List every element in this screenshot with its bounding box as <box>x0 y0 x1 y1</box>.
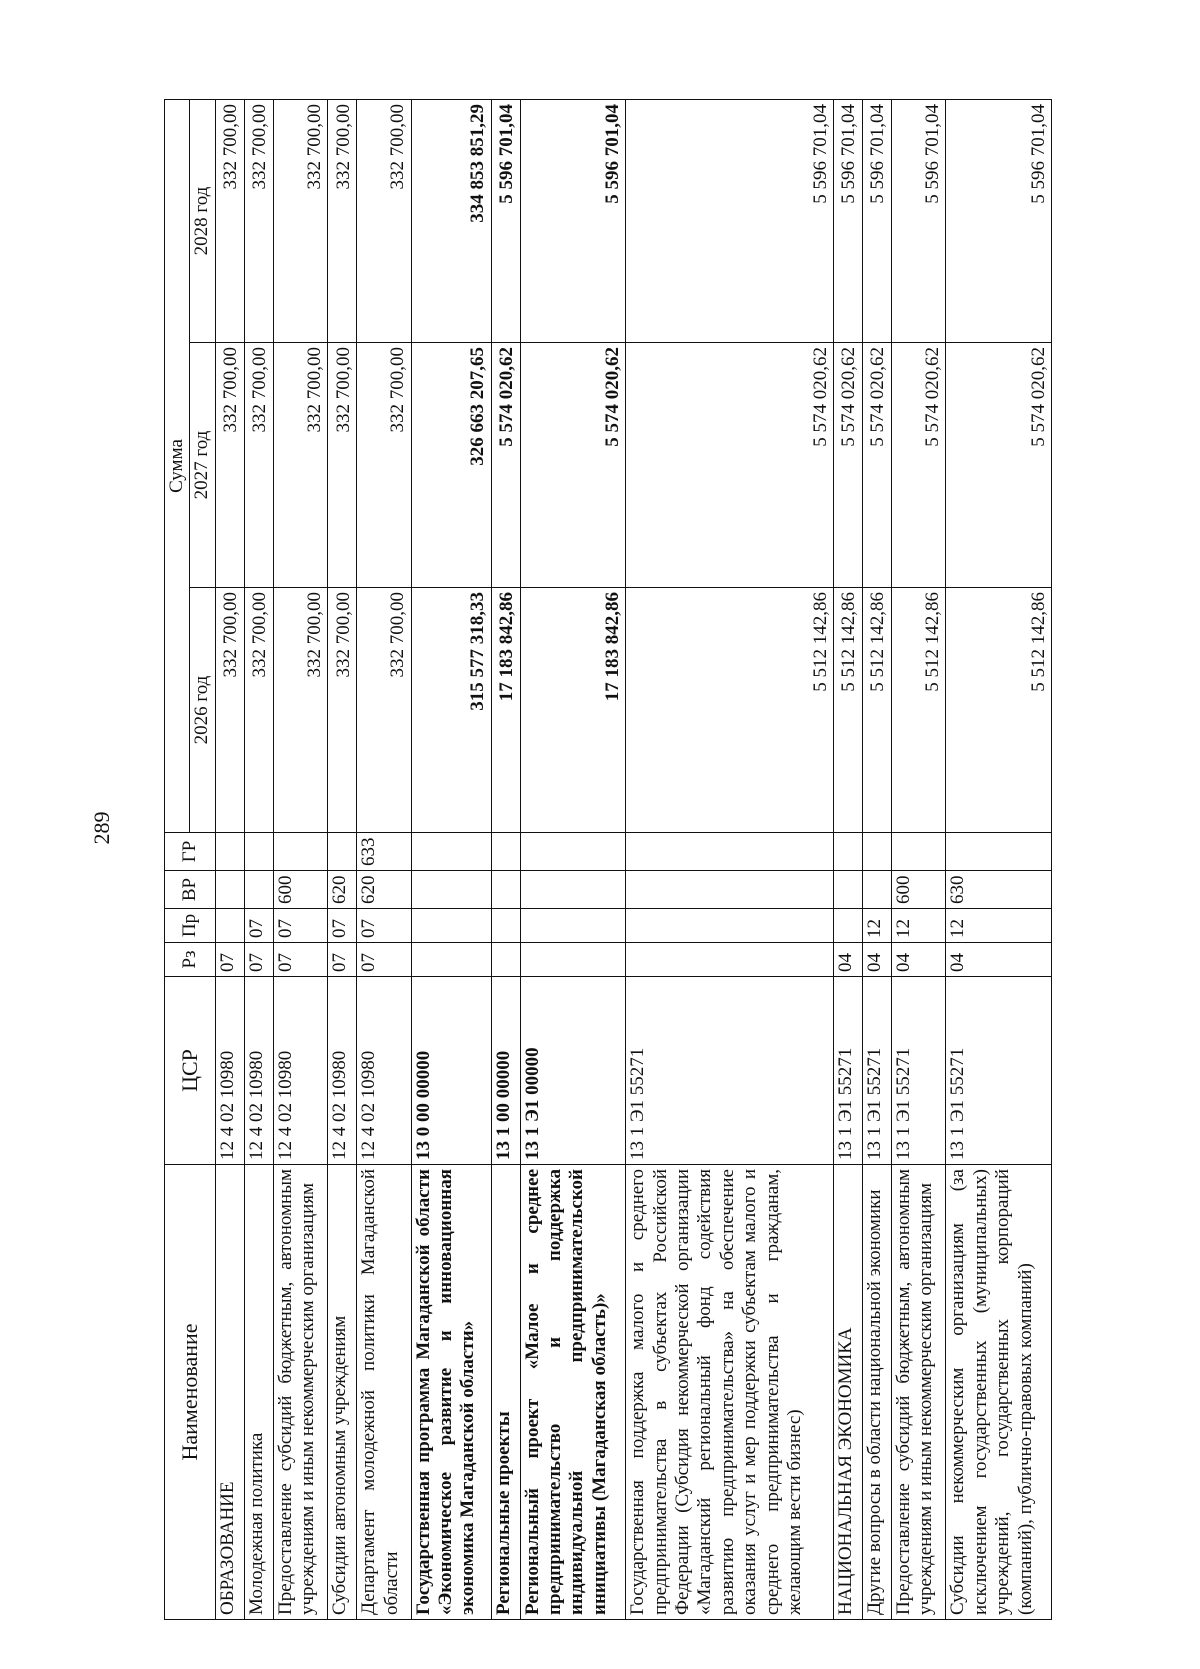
table-row <box>891 100 945 1620</box>
row-sum-2026: 17 183 842,86 <box>520 588 626 833</box>
row-csr: 12 4 02 10980 <box>357 977 411 1165</box>
header-row-1 <box>165 100 190 1620</box>
header-vr: ВР <box>165 871 216 909</box>
row-sum-2027: 5 574 020,62 <box>491 343 520 588</box>
table-row <box>520 100 626 1620</box>
table-row <box>411 100 491 1620</box>
row-sum-2027: 5 574 020,62 <box>891 343 945 588</box>
row-pr: 12 <box>862 909 891 943</box>
header-pr: Пр <box>165 909 216 943</box>
row-name: Государственная программа Магаданской области «Экономическое развитие и инновационная экономика Магаданской области» <box>411 1165 491 1620</box>
row-name: Региональный проект «Малое и среднее предпринимательство и поддержка индивидуальной предпринимательской инициативы (Магаданская область)» <box>520 1165 626 1620</box>
table-row <box>833 100 862 1620</box>
header-rz: Рз <box>165 943 216 977</box>
table-row <box>626 100 834 1620</box>
row-csr: 13 0 00 00000 <box>411 977 491 1165</box>
row-rz: 04 <box>833 943 862 977</box>
row-sum-2027: 5 574 020,62 <box>520 343 626 588</box>
row-rz <box>411 943 491 977</box>
row-rz <box>626 943 834 977</box>
table-row <box>946 100 1052 1620</box>
row-sum-2028: 332 700,00 <box>215 100 244 343</box>
row-sum-2028: 5 596 701,04 <box>946 100 1052 343</box>
row-vr <box>491 871 520 909</box>
row-name: Субсидии автономным учреждениям <box>328 1165 357 1620</box>
row-gr <box>411 833 491 871</box>
row-vr: 620 <box>328 871 357 909</box>
row-gr <box>328 833 357 871</box>
row-sum-2027: 5 574 020,62 <box>626 343 834 588</box>
row-sum-2028: 332 700,00 <box>328 100 357 343</box>
header-csr: ЦСР <box>165 977 216 1165</box>
row-name: Субсидии некоммерческим организациям (за исключением государственных (муниципальных) учреждений, государственных корпораций (компаний), публично-правовых компаний) <box>946 1165 1052 1620</box>
row-pr: 12 <box>946 909 1052 943</box>
row-name: Департамент молодежной политики Магаданской области <box>357 1165 411 1620</box>
row-name: Молодежная политика <box>244 1165 273 1620</box>
row-sum-2027: 332 700,00 <box>357 343 411 588</box>
row-sum-2027: 332 700,00 <box>328 343 357 588</box>
table-row <box>328 100 357 1620</box>
row-sum-2027: 332 700,00 <box>215 343 244 588</box>
row-vr: 630 <box>946 871 1052 909</box>
row-gr <box>244 833 273 871</box>
row-rz: 07 <box>273 943 327 977</box>
row-sum-2027: 332 700,00 <box>244 343 273 588</box>
row-sum-2026: 5 512 142,86 <box>833 588 862 833</box>
row-rz: 04 <box>946 943 1052 977</box>
row-rz: 07 <box>244 943 273 977</box>
row-sum-2028: 332 700,00 <box>357 100 411 343</box>
row-sum-2026: 332 700,00 <box>328 588 357 833</box>
row-vr: 620 <box>357 871 411 909</box>
row-rz: 04 <box>862 943 891 977</box>
row-vr: 600 <box>273 871 327 909</box>
row-pr: 07 <box>244 909 273 943</box>
row-name: Региональные проекты <box>491 1165 520 1620</box>
row-pr <box>520 909 626 943</box>
row-sum-2028: 5 596 701,04 <box>862 100 891 343</box>
row-rz: 07 <box>215 943 244 977</box>
row-sum-2026: 332 700,00 <box>273 588 327 833</box>
row-gr <box>520 833 626 871</box>
row-csr: 13 1 Э1 55271 <box>946 977 1052 1165</box>
row-pr: 12 <box>891 909 945 943</box>
row-csr: 13 1 00 00000 <box>491 977 520 1165</box>
row-rz <box>491 943 520 977</box>
row-sum-2028: 5 596 701,04 <box>520 100 626 343</box>
row-pr: 07 <box>273 909 327 943</box>
row-sum-2026: 5 512 142,86 <box>862 588 891 833</box>
row-pr: 07 <box>328 909 357 943</box>
row-pr: 07 <box>357 909 411 943</box>
page-number: 289 <box>89 811 114 845</box>
budget-table <box>164 99 1052 1620</box>
row-csr: 13 1 Э1 55271 <box>833 977 862 1165</box>
row-sum-2027: 5 574 020,62 <box>833 343 862 588</box>
row-name: Предоставление субсидий бюджетным, автономным учреждениям и иным некоммерческим организациям <box>891 1165 945 1620</box>
row-vr <box>215 871 244 909</box>
row-name: Предоставление субсидий бюджетным, автономным учреждениям и иным некоммерческим организациям <box>273 1165 327 1620</box>
row-gr <box>273 833 327 871</box>
row-gr <box>946 833 1052 871</box>
row-sum-2026: 17 183 842,86 <box>491 588 520 833</box>
row-pr <box>491 909 520 943</box>
row-sum-2027: 326 663 207,65 <box>411 343 491 588</box>
row-csr: 12 4 02 10980 <box>215 977 244 1165</box>
row-gr <box>833 833 862 871</box>
row-csr: 12 4 02 10980 <box>328 977 357 1165</box>
row-vr <box>833 871 862 909</box>
row-vr: 600 <box>891 871 945 909</box>
table-row <box>862 100 891 1620</box>
row-name: ОБРАЗОВАНИЕ <box>215 1165 244 1620</box>
row-sum-2026: 332 700,00 <box>357 588 411 833</box>
row-sum-2027: 5 574 020,62 <box>862 343 891 588</box>
row-sum-2026: 332 700,00 <box>244 588 273 833</box>
row-sum-2026: 5 512 142,86 <box>626 588 834 833</box>
row-name: НАЦИОНАЛЬНАЯ ЭКОНОМИКА <box>833 1165 862 1620</box>
row-gr <box>491 833 520 871</box>
row-vr <box>411 871 491 909</box>
row-csr: 13 1 Э1 55271 <box>626 977 834 1165</box>
table-row <box>491 100 520 1620</box>
header-year-2028: 2028 год <box>190 100 215 343</box>
row-sum-2028: 334 853 851,29 <box>411 100 491 343</box>
row-sum-2028: 332 700,00 <box>273 100 327 343</box>
row-csr: 13 1 Э1 55271 <box>862 977 891 1165</box>
row-sum-2026: 5 512 142,86 <box>891 588 945 833</box>
row-sum-2027: 5 574 020,62 <box>946 343 1052 588</box>
row-gr <box>891 833 945 871</box>
row-rz: 07 <box>328 943 357 977</box>
header-name: Наименование <box>165 1165 216 1620</box>
row-sum-2027: 332 700,00 <box>273 343 327 588</box>
header-gr: ГР <box>165 833 216 871</box>
row-name: Государственная поддержка малого и среднего предпринимательства в субъектах Российской Федерации (Субсидия некоммерческой организации «Магаданский региональный фонд содействия развитию предпринимательства» на обеспечение оказания услуг и мер поддержки субъектам малого и среднего предпринимательства и гражданам, желающим вести бизнес) <box>626 1165 834 1620</box>
table-row <box>273 100 327 1620</box>
row-pr <box>215 909 244 943</box>
row-gr <box>626 833 834 871</box>
row-sum-2028: 332 700,00 <box>244 100 273 343</box>
row-sum-2028: 5 596 701,04 <box>891 100 945 343</box>
table-row <box>357 100 411 1620</box>
row-rz: 07 <box>357 943 411 977</box>
row-rz: 04 <box>891 943 945 977</box>
row-csr: 13 1 Э1 55271 <box>891 977 945 1165</box>
row-csr: 12 4 02 10980 <box>273 977 327 1165</box>
row-gr: 633 <box>357 833 411 871</box>
row-pr <box>626 909 834 943</box>
row-sum-2028: 5 596 701,04 <box>833 100 862 343</box>
row-sum-2026: 315 577 318,33 <box>411 588 491 833</box>
row-gr <box>215 833 244 871</box>
row-vr <box>244 871 273 909</box>
row-sum-2028: 5 596 701,04 <box>491 100 520 343</box>
header-year-2026: 2026 год <box>190 588 215 833</box>
row-rz <box>520 943 626 977</box>
header-sum: Сумма <box>165 100 190 833</box>
row-sum-2026: 5 512 142,86 <box>946 588 1052 833</box>
row-vr <box>862 871 891 909</box>
row-sum-2028: 5 596 701,04 <box>626 100 834 343</box>
budget-table-container <box>164 100 1052 1620</box>
row-gr <box>862 833 891 871</box>
row-csr: 12 4 02 10980 <box>244 977 273 1165</box>
row-pr <box>411 909 491 943</box>
row-vr <box>520 871 626 909</box>
row-csr: 13 1 Э1 00000 <box>520 977 626 1165</box>
header-year-2027: 2027 год <box>190 343 215 588</box>
row-vr <box>626 871 834 909</box>
row-sum-2026: 332 700,00 <box>215 588 244 833</box>
row-name: Другие вопросы в области национальной экономики <box>862 1165 891 1620</box>
table-row <box>244 100 273 1620</box>
table-row <box>215 100 244 1620</box>
row-pr <box>833 909 862 943</box>
